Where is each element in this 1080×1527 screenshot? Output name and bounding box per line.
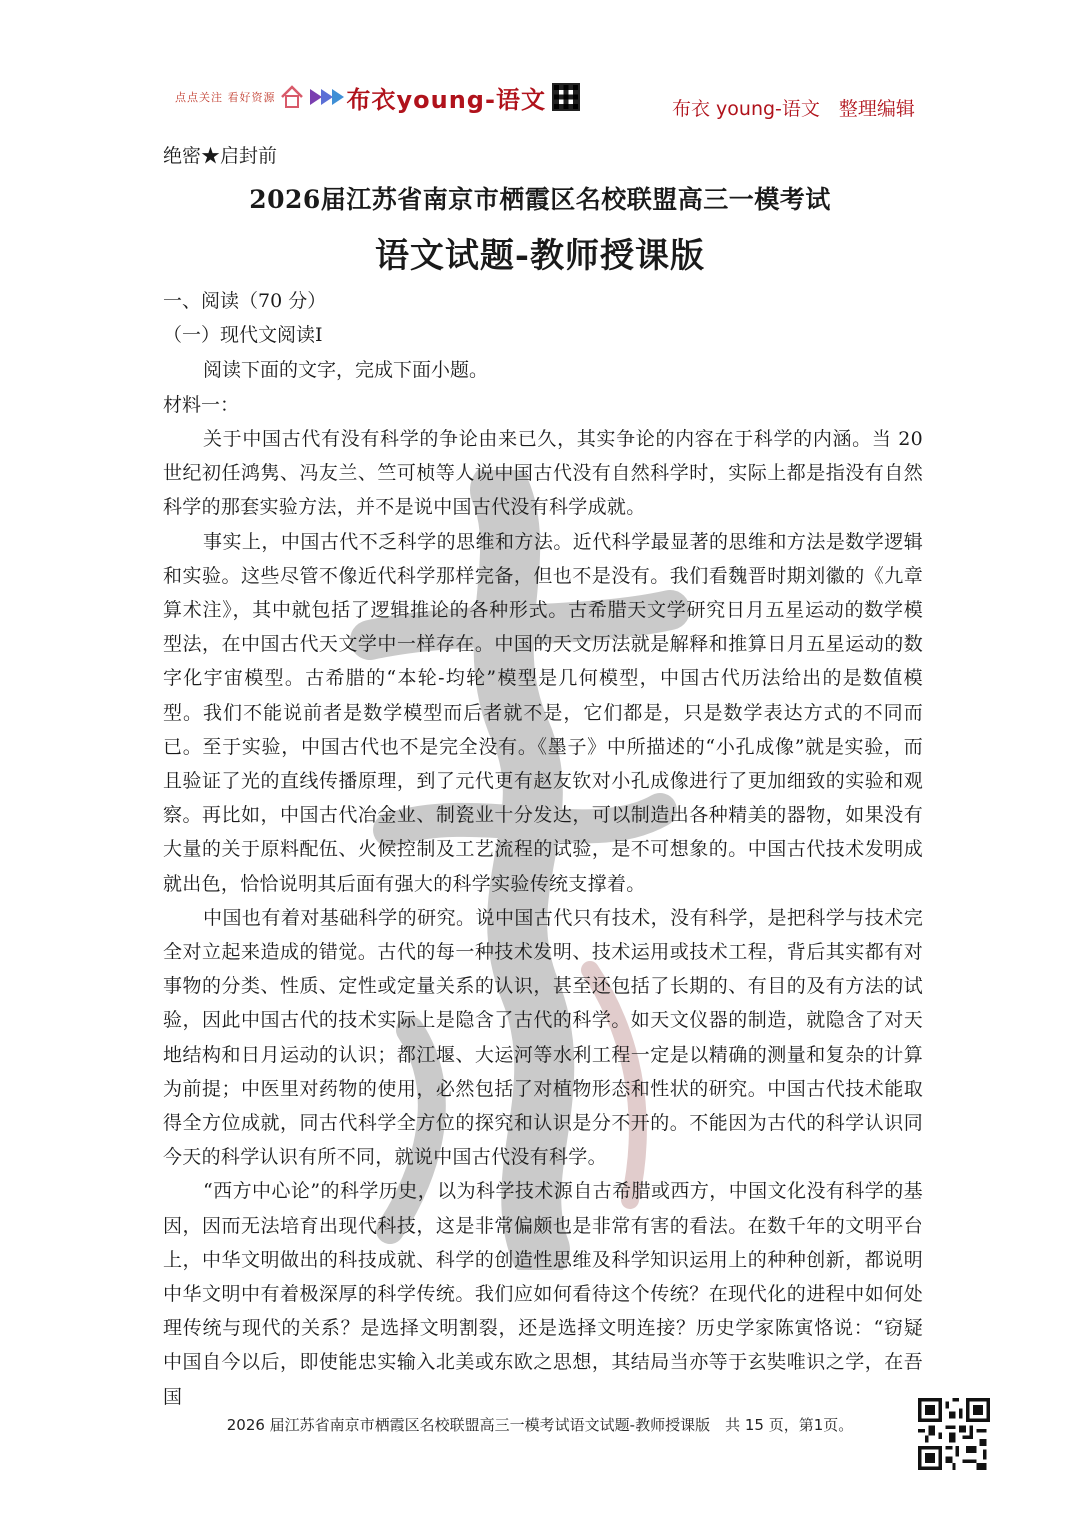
section-heading: 一、阅读（70 分） [163, 290, 327, 312]
arrows-icon [310, 89, 343, 105]
qr-code-icon [918, 1398, 990, 1470]
editor-note: 布衣 young-语文 整理编辑 [672, 98, 915, 120]
house-icon [279, 84, 305, 110]
exam-subtitle: 语文试题-教师授课版 [374, 236, 706, 276]
secret-label: 绝密★启封前 [163, 145, 278, 167]
paragraph: 事实上，中国古代不乏科学的思维和方法。近代科学最显著的思维和方法是数学逻辑和实验。这些尽管不像近代科学那样完备，但也不是没有。我们看魏晋时期刘徽的《九章算术注》，其中就包括了逻辑推论的各种形式。古希腊天文学研究日月五星运动的数学模型法，在中国古代天文学中一样存在。中国的天文历法就是解释和推算日月五星运动的数字化宇宙模型。古希腊的“本轮-均轮”模型是几何模型，中国古代历法给出的是数值模型。我们不能说前者是数学模型而后者就不是，它们都是，只是数学表达方式的不同而已。至于实验，中国古代也不是完全没有。《墨子》中所描述的“小孔成像”就是实验，而且验证了光的直线传播原理，到了元代更有赵友钦对小孔成像进行了更加细致的实验和观察。再比如，中国古代冶金业、制瓷业十分发达，可以制造出各种精美的器物，如果没有大量的关于原料配伍、火候控制及工艺流程的试验，是不可想象的。中国古代技术发明成就出色，恰恰说明其后面有强大的科学实验传统支撑着。 [163, 530, 923, 895]
material-body [163, 422, 923, 1414]
qr-code-icon [552, 83, 580, 111]
paragraph: 关于中国古代有没有科学的争论由来已久，其实争论的内容在于科学的内涵。当 20 世纪初任鸿隽、冯友兰、竺可桢等人说中国古代没有自然科学时，实际上都是指没有自然科学的那套实验方法，并不是说中国古代没有科学成就。 [163, 428, 923, 519]
paragraph: 中国也有着对基础科学的研究。说中国古代只有技术，没有科学，是把科学与技术完全对立起来造成的错觉。古代的每一种技术发明、技术运用或技术工程，背后其实都有对事物的分类、性质、定性或定量关系的认识，甚至还包括了长期的、有目的及有方法的试验，因此中国古代的技术实际上是隐含了古代的科学。如天文仪器的制造，就隐含了对天地结构和日月运动的认识；都江堰、大运河等水利工程一定是以精确的测量和复杂的计算为前提；中医里对药物的使用，必然包括了对植物形态和性状的研究。中国古代技术能取得全方位成就，同古代科学全方位的探究和认识是分不开的。不能因为古代的科学认识同今天的科学认识有所不同，就说中国古代没有科学。 [163, 906, 923, 1169]
exam-title: 2026届江苏省南京市栖霞区名校联盟高三一模考试 [249, 185, 831, 214]
brand-slogan: 点点关注 看好资源 [175, 91, 276, 104]
material-label: 材料一： [163, 394, 240, 416]
brand-banner [175, 80, 580, 114]
paragraph: “西方中心论”的科学历史，以为科学技术源自古希腊或西方，中国文化没有科学的基因，因而无法培育出现代科技，这是非常偏颇也是非常有害的看法。在数千年的文明平台上，中华文明做出的科技成就、科学的创造性思维及科学知识运用上的种种创新，都说明中华文明中有着极深厚的科学传统。我们应如何看待这个传统？在现代化的进程中如何处理传统与现代的关系？是选择文明割裂，还是选择文明连接？历史学家陈寅恪说：“窃疑中国自今以后，即使能忠实输入北美或东欧之思想，其结局当亦等于玄奘唯识之学，在吾国 [163, 1180, 923, 1408]
brand-name: 布衣young-语文 [346, 85, 546, 114]
reading-instruction: 阅读下面的文字，完成下面小题。 [203, 359, 489, 381]
subsection-heading: （一）现代文阅读Ⅰ [163, 324, 323, 346]
page-footer: 2026 届江苏省南京市栖霞区名校联盟高三一模考试语文试题-教师授课版 共 15 页，第1页。 [226, 1416, 854, 1434]
